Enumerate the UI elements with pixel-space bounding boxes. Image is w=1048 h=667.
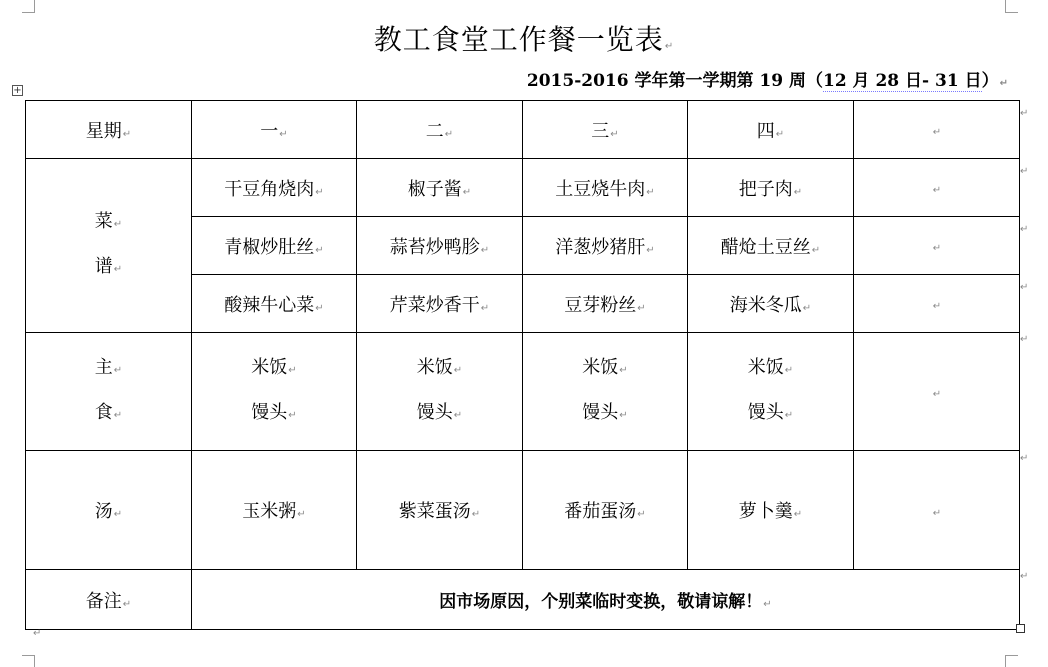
staple-row [26,333,1020,451]
cell-text: 紫菜蛋汤 [398,501,471,522]
label-line: 主↵ [94,356,123,378]
cell-end-mark-icon: ↵ [480,302,490,314]
cell-text: 干豆角烧肉 [224,178,315,200]
staple-line: 馒头↵ [582,401,628,423]
dish-cell[interactable] [357,275,523,333]
weekday-label-cell[interactable] [26,101,192,159]
row-end-mark-icon: ↵ [1020,334,1029,345]
note-row [26,570,1020,630]
label-line: 食↵ [94,401,123,423]
label-line: 谱↵ [94,255,123,277]
table-move-handle-icon[interactable]: + [13,85,22,96]
soup-cell[interactable] [523,451,688,570]
dish-cell[interactable] [357,159,523,217]
label-line: 菜↵ [94,210,123,232]
cell-text: 玉米粥 [242,501,297,522]
dish-cell[interactable] [688,275,854,333]
cell-end-mark-icon: ↵ [637,509,646,520]
soup-label-cell[interactable] [26,451,192,570]
dish-cell[interactable] [854,217,1020,275]
cell-end-mark-icon: ↵ [793,509,803,520]
note-text-cell[interactable] [192,570,1020,630]
page-corner-mark [22,655,35,667]
table-resize-handle[interactable] [1016,624,1025,633]
cell-text: 二 [425,120,444,142]
cell-text: 洋葱炒猪肝 [555,236,646,258]
cell-text: 番茄蛋汤 [564,501,637,522]
cell-text: 蒜苔炒鸭胗 [389,236,480,258]
staple-line: 米饭↵ [251,356,297,378]
soup-row [26,451,1020,570]
subtitle-dates[interactable]: 12 月 28 日- 31 日 [822,71,982,91]
paragraph-mark-icon: ↵ [999,78,1008,89]
cell-end-mark-icon: ↵ [932,301,942,312]
cell-text: 三 [591,120,610,142]
cell-end-mark-icon: ↵ [793,186,803,198]
cell-end-mark-icon: ↵ [315,244,324,256]
cell-end-mark-icon: ↵ [122,128,132,140]
cell-text: 萝卜羹 [738,501,793,522]
cell-end-mark-icon: ↵ [444,128,454,140]
cell-text: 醋炝土豆丝 [720,236,811,258]
menu-label-cell[interactable] [26,159,192,333]
dish-cell[interactable] [854,159,1020,217]
cell-end-mark-icon: ↵ [932,507,942,519]
cell-text: 备注 [85,590,122,612]
table-header-row [26,101,1020,159]
cell-end-mark-icon: ↵ [932,389,942,400]
staple-line: 馒头↵ [251,401,297,423]
dish-cell[interactable] [688,217,854,275]
row-end-mark-icon: ↵ [1020,224,1029,235]
cell-end-mark-icon: ↵ [480,244,490,256]
soup-cell[interactable] [192,451,357,570]
cell-text: 土豆烧牛肉 [555,178,646,200]
cell-end-mark-icon: ↵ [802,302,812,314]
day-header-cell[interactable] [854,101,1020,159]
cell-text: 汤 [94,501,113,522]
soup-cell[interactable] [357,451,523,570]
day-header-cell[interactable] [688,101,854,159]
page-corner-mark [1005,0,1018,13]
cell-end-mark-icon: ↵ [763,599,772,610]
cell-end-mark-icon: ↵ [637,302,646,314]
cell-end-mark-icon: ↵ [315,186,324,198]
cell-text: 椒子酱 [407,178,462,200]
cell-end-mark-icon: ↵ [462,186,472,198]
staple-cell[interactable] [688,333,854,451]
cell-end-mark-icon: ↵ [471,509,481,520]
note-text: 因市场原因，个别菜临时变换，敬请谅解！ [439,592,763,612]
cell-text: 青椒炒肚丝 [224,236,315,258]
subtitle-suffix[interactable]: ） [981,71,999,91]
staple-cell[interactable] [854,333,1020,451]
row-end-mark-icon: ↵ [1020,282,1029,293]
staple-line: 米饭↵ [416,356,463,378]
day-header-cell[interactable] [357,101,523,159]
paragraph-mark-icon: ↵ [33,628,42,639]
staple-label-cell[interactable] [26,333,192,451]
cell-end-mark-icon: ↵ [775,128,785,140]
cell-end-mark-icon: ↵ [646,186,655,198]
dish-cell[interactable] [523,159,688,217]
dish-cell[interactable] [192,275,357,333]
day-header-cell[interactable] [192,101,357,159]
cell-end-mark-icon: ↵ [297,509,306,520]
dish-cell[interactable] [192,159,357,217]
menu-table [25,100,1020,630]
dish-cell[interactable] [523,217,688,275]
document-title-text[interactable]: 教工食堂工作餐一览表 [373,23,664,56]
dish-cell[interactable] [523,275,688,333]
page-corner-mark [22,0,35,13]
dish-row [26,159,1020,217]
row-end-mark-icon: ↵ [1020,166,1029,177]
cell-text: 豆芽粉丝 [564,294,637,316]
row-end-mark-icon: ↵ [1020,571,1029,582]
staple-line: 米饭↵ [747,356,794,378]
cell-end-mark-icon: ↵ [932,243,942,254]
cell-text: 芹菜炒香干 [389,294,480,316]
cell-text: 酸辣牛心菜 [224,294,315,316]
cell-end-mark-icon: ↵ [646,244,655,256]
dish-cell[interactable] [357,217,523,275]
note-label-cell[interactable] [26,570,192,630]
dish-cell[interactable] [688,159,854,217]
staple-line: 米饭↵ [582,356,628,378]
dish-cell[interactable] [192,217,357,275]
cell-end-mark-icon: ↵ [122,598,132,610]
cell-end-mark-icon: ↵ [113,509,123,520]
staple-cell[interactable] [523,333,688,451]
subtitle-prefix[interactable]: 2015-2016 学年第一学期第 19 周（ [526,71,823,91]
row-end-mark-icon: ↵ [1020,453,1029,464]
cell-end-mark-icon: ↵ [932,127,942,138]
cell-end-mark-icon: ↵ [315,302,324,314]
day-header-cell[interactable] [523,101,688,159]
cell-text: 四 [756,120,775,142]
document-subtitle[interactable] [527,66,1008,91]
soup-cell[interactable] [688,451,854,570]
soup-cell[interactable] [854,451,1020,570]
dish-cell[interactable] [854,275,1020,333]
cell-end-mark-icon: ↵ [811,244,821,256]
staple-cell[interactable] [357,333,523,451]
cell-end-mark-icon: ↵ [932,185,942,196]
document-title[interactable] [0,18,1048,58]
cell-end-mark-icon: ↵ [279,128,288,140]
staple-line: 馒头↵ [747,401,794,423]
staple-cell[interactable] [192,333,357,451]
cell-end-mark-icon: ↵ [610,128,619,140]
cell-text: 星期 [85,120,122,142]
row-end-mark-icon: ↵ [1020,108,1029,119]
staple-line: 馒头↵ [416,401,463,423]
cell-text: 一 [260,120,279,142]
cell-text: 把子肉 [738,178,793,200]
cell-text: 海米冬瓜 [729,294,802,316]
paragraph-mark-icon: ↵ [664,41,675,52]
page-corner-mark [1005,655,1018,667]
